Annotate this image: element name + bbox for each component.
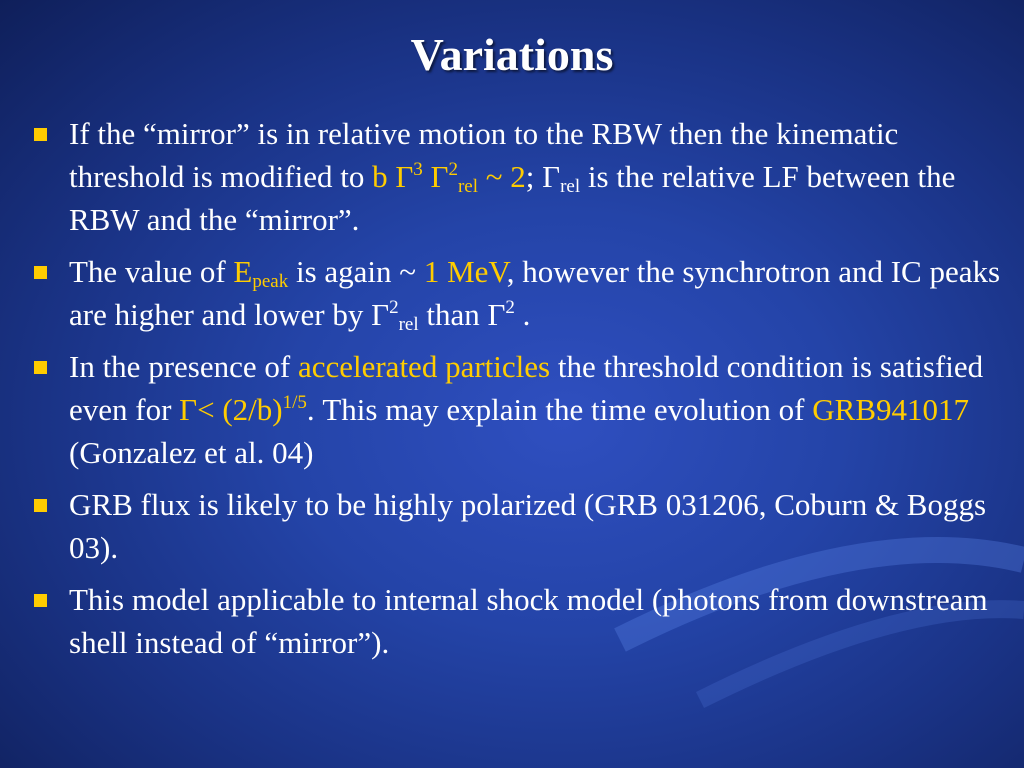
bullet-item: [30, 483, 1010, 569]
superscript: 2: [505, 297, 515, 318]
subscript: rel: [457, 176, 478, 197]
bullet-text: , however the synchrotron and IC peaks are higher and lower by Γ: [69, 254, 1001, 332]
bullet-text: is again ~: [288, 254, 424, 289]
bullet-square-icon: [34, 594, 47, 607]
bullet-square-icon: [34, 361, 47, 374]
bullet-item: [30, 578, 1010, 664]
bullet-item: [30, 112, 1010, 241]
highlight-text: ~ 2: [477, 159, 526, 194]
highlight-text: Γ< (2/b): [179, 392, 283, 427]
bullet-item: [30, 345, 1010, 474]
bullet-text: than Γ: [418, 297, 506, 332]
bullet-square-icon: [34, 128, 47, 141]
highlight-text: E: [233, 254, 253, 289]
bullet-square-icon: [34, 266, 47, 279]
superscript: 1/5: [282, 392, 307, 413]
bullet-text: .: [514, 297, 531, 332]
highlight-text: GRB941017: [812, 392, 969, 427]
superscript: 2: [448, 159, 458, 180]
bullet-text: If the “mirror” is in relative motion to the RBW then the kinematic threshold is modified to: [69, 116, 899, 194]
bullet-text: ; Γ: [525, 159, 561, 194]
bullet-text: . This may explain the time evolution of: [306, 392, 813, 427]
bullet-item: [30, 250, 1010, 336]
highlight-text: Γ: [422, 159, 449, 194]
superscript: 3: [413, 159, 423, 180]
bullet-text: is the relative LF between the RBW and the “mirror”.: [69, 159, 956, 237]
slide-title: Variations: [410, 29, 614, 80]
bullet-text: GRB flux is likely to be highly polarized (GRB 031206, Coburn & Boggs 03).: [69, 487, 987, 565]
subscript: peak: [252, 271, 289, 292]
bullet-list: [30, 112, 1010, 673]
bullet-text: The value of: [69, 254, 234, 289]
bullet-text: In the presence of: [69, 349, 298, 384]
superscript: 2: [389, 297, 399, 318]
bullet-text: This model applicable to internal shock model (photons from downstream shell instead of “mirror”).: [69, 582, 988, 660]
highlight-text: accelerated particles: [297, 349, 551, 384]
bullet-square-icon: [34, 499, 47, 512]
highlight-text: b Γ: [372, 159, 414, 194]
highlight-text: 1 MeV: [423, 254, 507, 289]
subscript: rel: [398, 314, 419, 335]
subscript: rel: [560, 176, 581, 197]
bullet-text: (Gonzalez et al. 04): [69, 435, 314, 470]
bullet-text: the threshold condition is satisfied even for: [69, 349, 984, 427]
